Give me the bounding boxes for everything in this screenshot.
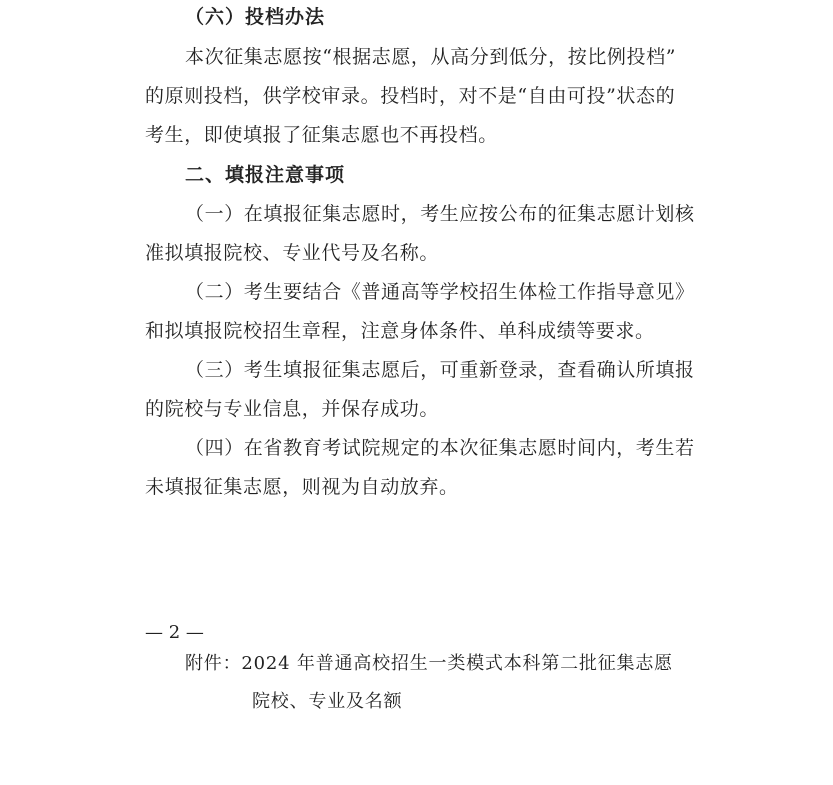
item-4-line-1: （四）在省教育考试院规定的本次征集志愿时间内，考生若 (185, 437, 695, 459)
item-2-line-2: 和拟填报院校招生章程，注意身体条件、单科成绩等要求。 (145, 320, 655, 342)
section-six-heading: （六）投档办法 (185, 6, 326, 28)
attachment-line-2: 院校、专业及名额 (252, 691, 403, 712)
item-4-line-2: 未填报征集志愿，则视为自动放弃。 (145, 476, 459, 498)
item-2-line-1: （二）考生要结合《普通高等学校招生体检工作指导意见》 (185, 281, 695, 303)
section-six-paragraph-line-3: 考生，即使填报了征集志愿也不再投档。 (145, 124, 498, 146)
item-3-line-1: （三）考生填报征集志愿后，可重新登录，查看确认所填报 (185, 359, 695, 381)
item-1-line-2: 准拟填报院校、专业代号及名称。 (145, 242, 440, 264)
item-1-line-1: （一）在填报征集志愿时，考生应按公布的征集志愿计划核 (185, 203, 695, 225)
section-six-paragraph-line-2: 的原则投档，供学校审录。投档时，对不是“自由可投”状态的 (145, 85, 676, 107)
attachment-line-1: 附件：2024 年普通高校招生一类模式本科第二批征集志愿 (185, 653, 673, 674)
page-number: — 2 — (145, 622, 204, 643)
section-two-heading: 二、填报注意事项 (185, 164, 346, 186)
item-3-line-2: 的院校与专业信息，并保存成功。 (145, 398, 440, 420)
section-six-paragraph-line-1: 本次征集志愿按“根据志愿，从高分到低分，按比例投档” (185, 46, 677, 68)
